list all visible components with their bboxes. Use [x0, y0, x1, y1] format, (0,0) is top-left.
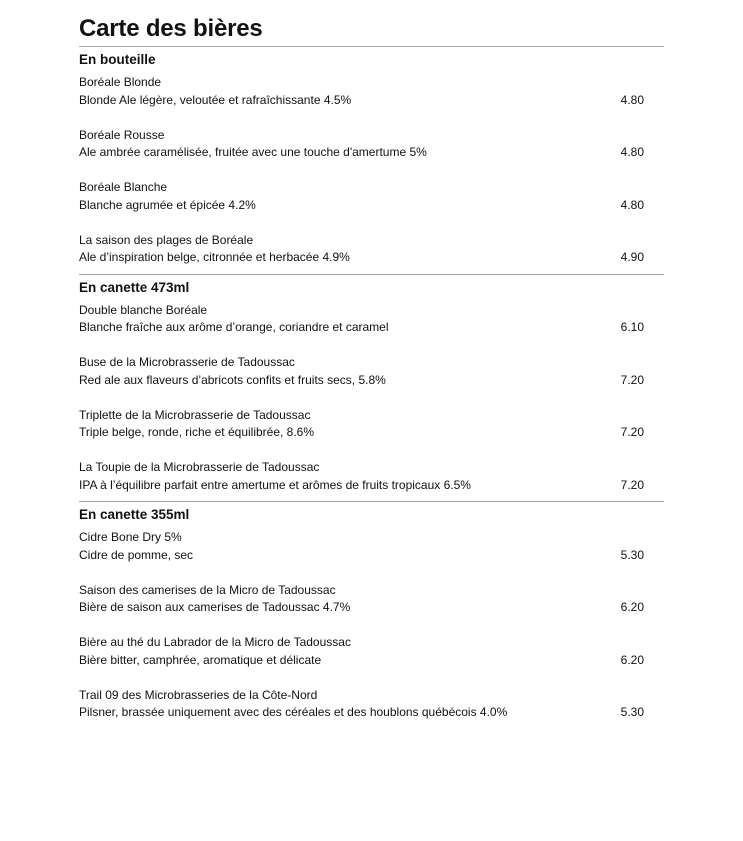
beer-menu-page: [79, 12, 664, 729]
item-description: Ale d’inspiration belge, citronnée et herbacée 4.9%: [79, 250, 350, 264]
menu-item: [79, 407, 664, 442]
menu-sections: [79, 46, 664, 722]
item-price: 4.80: [620, 145, 644, 159]
item-price: 6.20: [620, 600, 644, 614]
menu-item: [79, 529, 664, 564]
item-name: Saison des camerises de la Micro de Tadoussac: [79, 582, 336, 597]
item-name: La saison des plages de Boréale: [79, 232, 254, 247]
item-price: 7.20: [620, 425, 644, 439]
menu-section: [79, 274, 664, 495]
menu-item: [79, 127, 664, 162]
menu-item: [79, 459, 664, 494]
item-price: 4.90: [620, 250, 644, 264]
menu-section: [79, 501, 664, 722]
section-title: En bouteille: [79, 52, 156, 67]
menu-item: [79, 354, 664, 389]
item-price: 5.30: [620, 705, 644, 719]
menu-item: [79, 302, 664, 337]
menu-item: [79, 687, 664, 722]
section-title: En canette 355ml: [79, 507, 190, 522]
item-price: 4.80: [620, 92, 644, 107]
menu-item: [79, 74, 664, 109]
section-title: En canette 473ml: [79, 279, 190, 295]
menu-item: [79, 232, 664, 267]
item-price: 6.10: [620, 320, 644, 334]
item-description: Blanche agrumée et épicée 4.2%: [79, 197, 256, 212]
item-price: 7.20: [620, 372, 644, 387]
item-price: 7.20: [620, 477, 644, 492]
item-name: Trail 09 des Microbrasseries de la Côte-Nord: [79, 687, 318, 702]
item-description: Blonde Ale légère, veloutée et rafraîchissante 4.5%: [79, 92, 352, 107]
item-name: Double blanche Boréale: [79, 302, 208, 317]
item-name: Buse de la Microbrasserie de Tadoussac: [79, 355, 295, 369]
menu-section: [79, 46, 664, 267]
item-description: Blanche fraîche aux arôme d’orange, coriandre et caramel: [79, 320, 389, 334]
menu-item: [79, 582, 664, 617]
item-description: Ale ambrée caramélisée, fruitée avec une touche d'amertume 5%: [79, 145, 427, 159]
item-description: Bière de saison aux camerises de Tadoussac 4.7%: [79, 600, 351, 614]
item-name: Boréale Blonde: [79, 75, 162, 89]
item-price: 5.30: [620, 547, 644, 562]
item-name: Triplette de la Microbrasserie de Tadoussac: [79, 407, 311, 422]
page-title: Carte des bières: [79, 15, 263, 42]
item-name: Bière au thé du Labrador de la Micro de Tadoussac: [79, 635, 351, 649]
menu-item: [79, 179, 664, 214]
item-price: 4.80: [620, 197, 644, 212]
item-description: Pilsner, brassée uniquement avec des céréales et des houblons québécois 4.0%: [79, 705, 508, 719]
item-description: Cidre de pomme, sec: [79, 547, 194, 562]
item-name: Cidre Bone Dry 5%: [79, 530, 182, 544]
menu-item: [79, 634, 664, 669]
item-name: Boréale Rousse: [79, 127, 165, 142]
item-name: Boréale Blanche: [79, 180, 168, 194]
item-price: 6.20: [620, 652, 644, 667]
item-name: La Toupie de la Microbrasserie de Tadoussac: [79, 460, 320, 474]
item-description: IPA à l’équilibre parfait entre amertume et arômes de fruits tropicaux 6.5%: [79, 477, 471, 492]
item-description: Bière bitter, camphrée, aromatique et délicate: [79, 652, 322, 667]
item-description: Triple belge, ronde, riche et équilibrée, 8.6%: [79, 425, 315, 439]
item-description: Red ale aux flaveurs d’abricots confits et fruits secs, 5.8%: [79, 372, 386, 387]
